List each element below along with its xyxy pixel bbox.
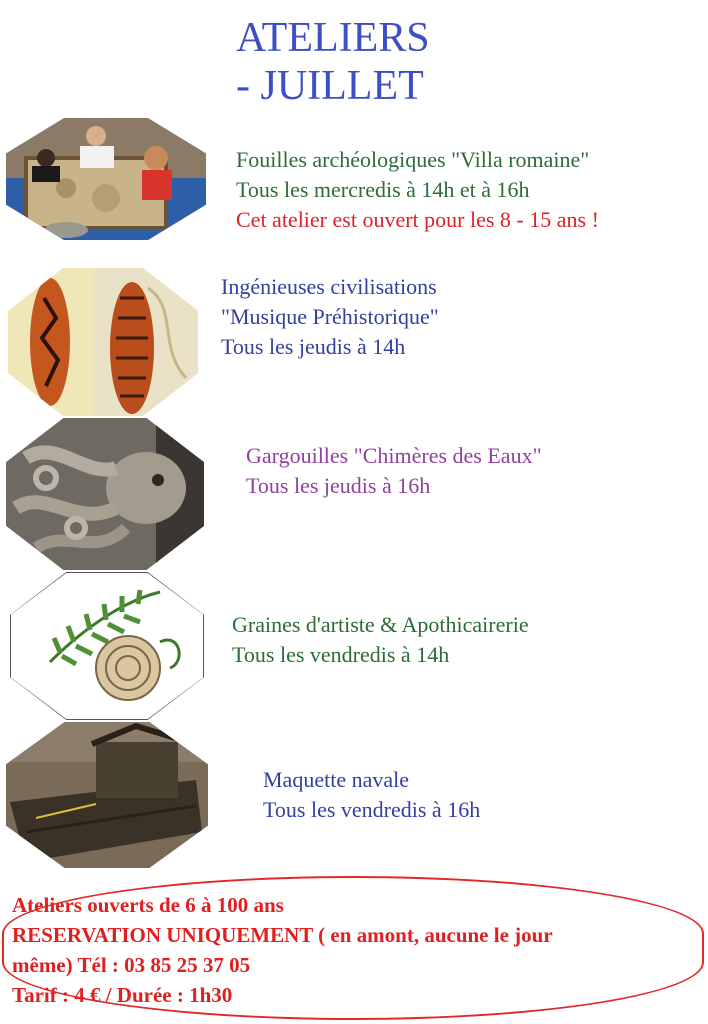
workshop-4-schedule: Tous les vendredis à 14h bbox=[232, 642, 450, 667]
workshop-2-subtitle: "Musique Préhistorique" bbox=[221, 304, 439, 329]
boat-model-image bbox=[6, 722, 208, 868]
info-phone: même) Tél : 03 85 25 37 05 bbox=[12, 953, 251, 977]
workshop-4-title: Graines d'artiste & Apothicairerie bbox=[232, 612, 529, 637]
workshop-5-text bbox=[263, 765, 480, 825]
workshop-1-title: Fouilles archéologiques "Villa romaine" bbox=[236, 147, 590, 172]
info-price-duration: Tarif : 4 € / Durée : 1h30 bbox=[12, 983, 233, 1007]
workshop-1-age-note: Cet atelier est ouvert pour les 8 - 15 ans ! bbox=[236, 207, 599, 232]
workshop-3-text bbox=[246, 441, 542, 501]
archaeology-dig-image bbox=[6, 118, 206, 240]
info-reservation: RESERVATION UNIQUEMENT ( en amont, aucune le jour bbox=[12, 923, 553, 947]
workshop-1-schedule: Tous les mercredis à 14h et à 16h bbox=[236, 177, 530, 202]
title-line-2: - JUILLET bbox=[236, 63, 424, 109]
workshop-4-text bbox=[232, 610, 529, 670]
workshop-5-schedule: Tous les vendredis à 16h bbox=[263, 797, 481, 822]
title-line-1: ATELIERS bbox=[236, 15, 430, 61]
page-title bbox=[236, 14, 430, 110]
workshop-3-title: Gargouilles "Chimères des Eaux" bbox=[246, 443, 542, 468]
prehistoric-music-image bbox=[8, 268, 198, 416]
fern-ammonite-image bbox=[10, 572, 204, 720]
workshop-2-schedule: Tous les jeudis à 14h bbox=[221, 334, 406, 359]
info-box bbox=[12, 890, 702, 1010]
workshop-2-text bbox=[221, 272, 439, 362]
workshop-5-title: Maquette navale bbox=[263, 767, 409, 792]
gargoyle-image bbox=[6, 418, 204, 570]
workshop-1-text bbox=[236, 145, 599, 235]
workshop-2-title: Ingénieuses civilisations bbox=[221, 274, 437, 299]
workshop-3-schedule: Tous les jeudis à 16h bbox=[246, 473, 431, 498]
info-age-range: Ateliers ouverts de 6 à 100 ans bbox=[12, 893, 284, 917]
